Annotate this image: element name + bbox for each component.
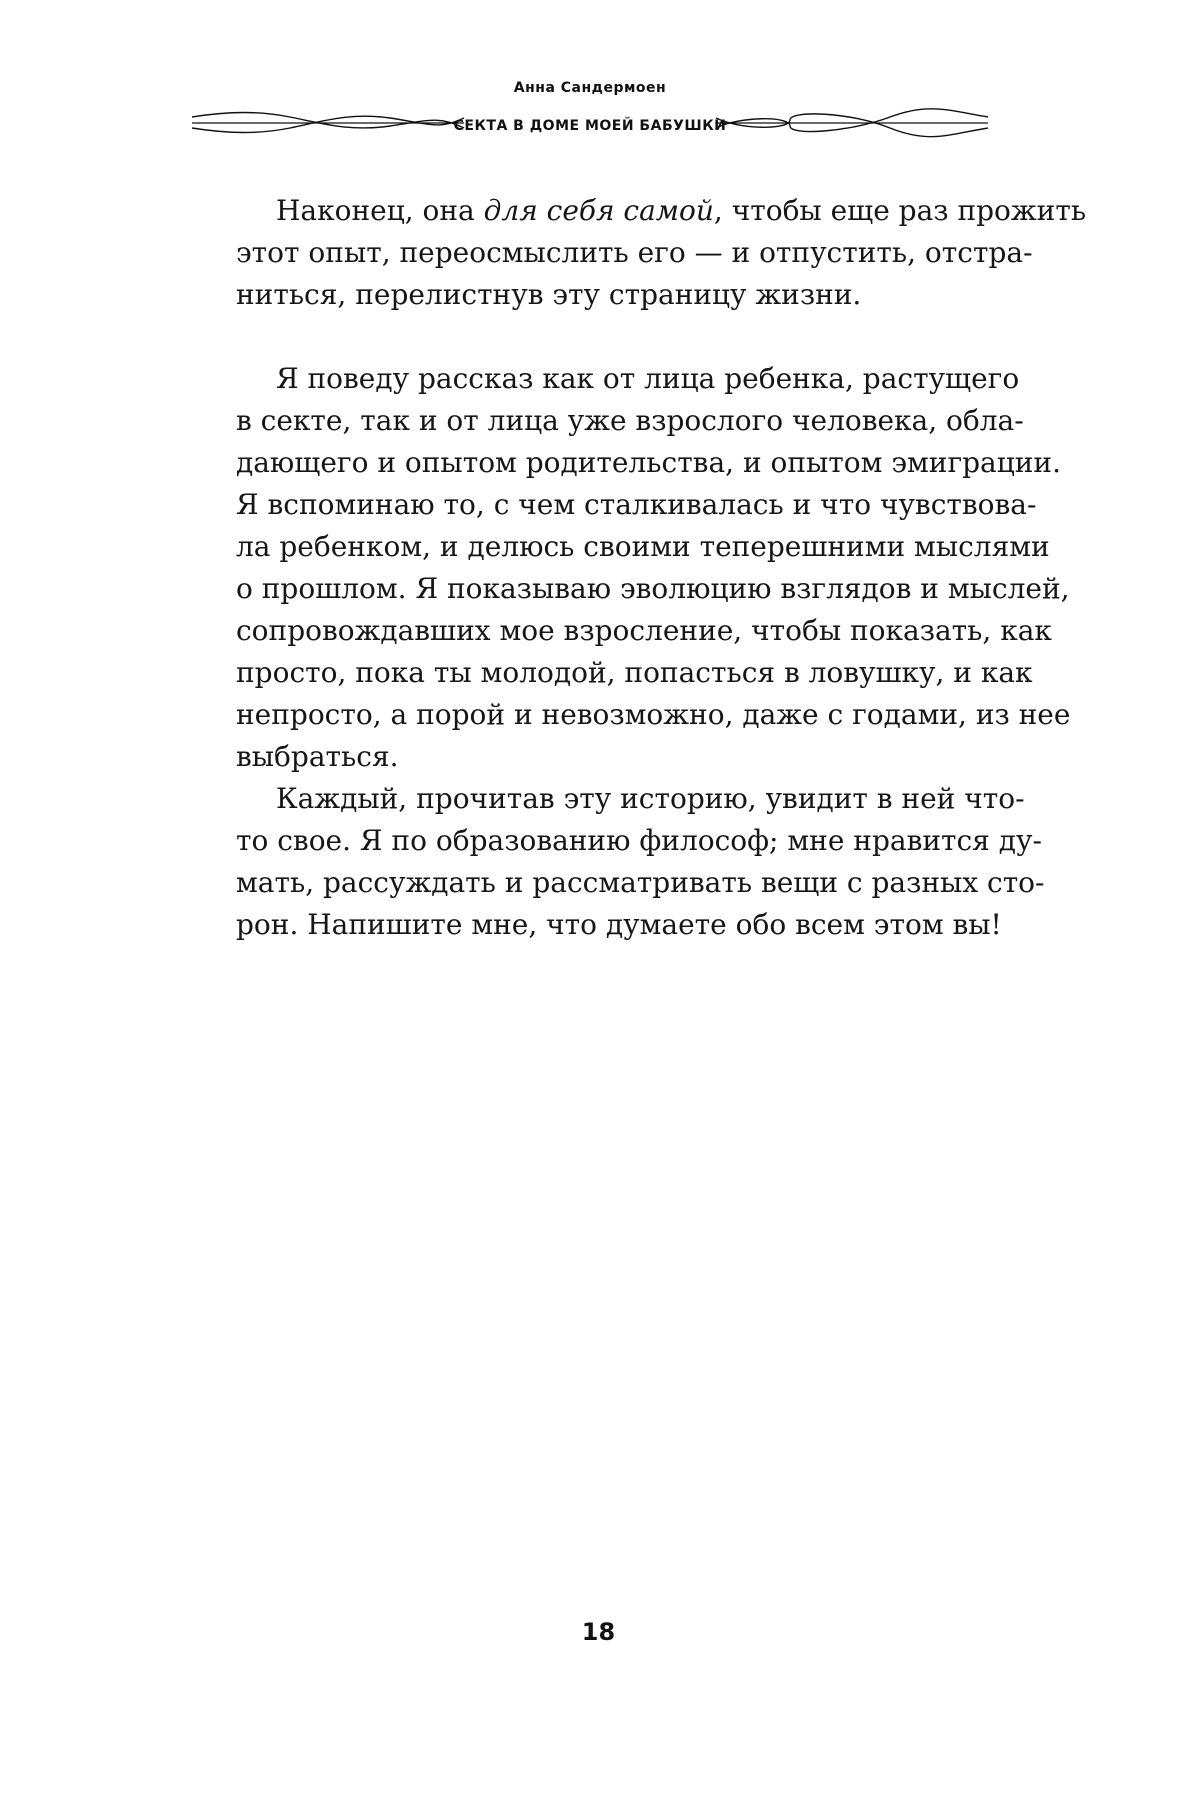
text-line: то свое. Я по образованию философ; мне нравится ду- [236,824,1042,857]
paragraph-1 [196,190,1087,316]
text-line: Я вспоминаю то, с чем сталкивалась и что чувствова- [236,488,1037,521]
header-book-title: СЕКТА В ДОМЕ МОЕЙ БАБУШКИ [453,118,727,134]
paragraph-2 [196,358,1071,778]
paragraph-3 [196,778,1045,946]
text-line: о прошлом. Я показываю эволюцию взглядов и мыслей, [236,572,1070,605]
text-line: ниться, перелистнув эту страницу жизни. [236,278,862,311]
text-line: мать, рассуждать и рассматривать вещи с разных сто- [236,866,1045,899]
text-line: сопровождавших мое взросление, чтобы показать, как [236,614,1052,647]
text-line: рон. Напишите мне, что думаете обо всем этом вы! [236,908,1002,941]
header-rule [190,106,990,140]
text-line: дающего и опытом родительства, и опытом эмиграции. [236,446,1061,479]
text-line: этот опыт, переосмыслить его — и отпустить, отстра- [236,236,1033,269]
wave-ornament-right [714,106,990,140]
text-line: ла ребенком, и делюсь своими теперешними мыслями [236,530,1050,563]
text-line: в секте, так и от лица уже взрослого человека, обла- [236,404,1024,437]
text-line: непросто, а порой и невозможно, даже с годами, из нее [236,698,1071,731]
body-text [196,190,1087,946]
text-line: просто, пока ты молодой, попасться в ловушку, и как [236,656,1033,689]
italic-phrase: для себя самой [483,194,714,227]
page-number: 18 [581,1618,616,1646]
text-line: Я поведу рассказ как от лица ребенка, растущего [276,362,1020,395]
text-line: выбраться. [236,740,399,773]
text-line: Каждый, прочитав эту историю, увидит в ней что- [276,782,1025,815]
header-author: Анна Сандермоен [513,80,667,96]
running-header [190,80,990,140]
text-line: Наконец, она для себя самой, чтобы еще раз прожить [276,194,1087,227]
